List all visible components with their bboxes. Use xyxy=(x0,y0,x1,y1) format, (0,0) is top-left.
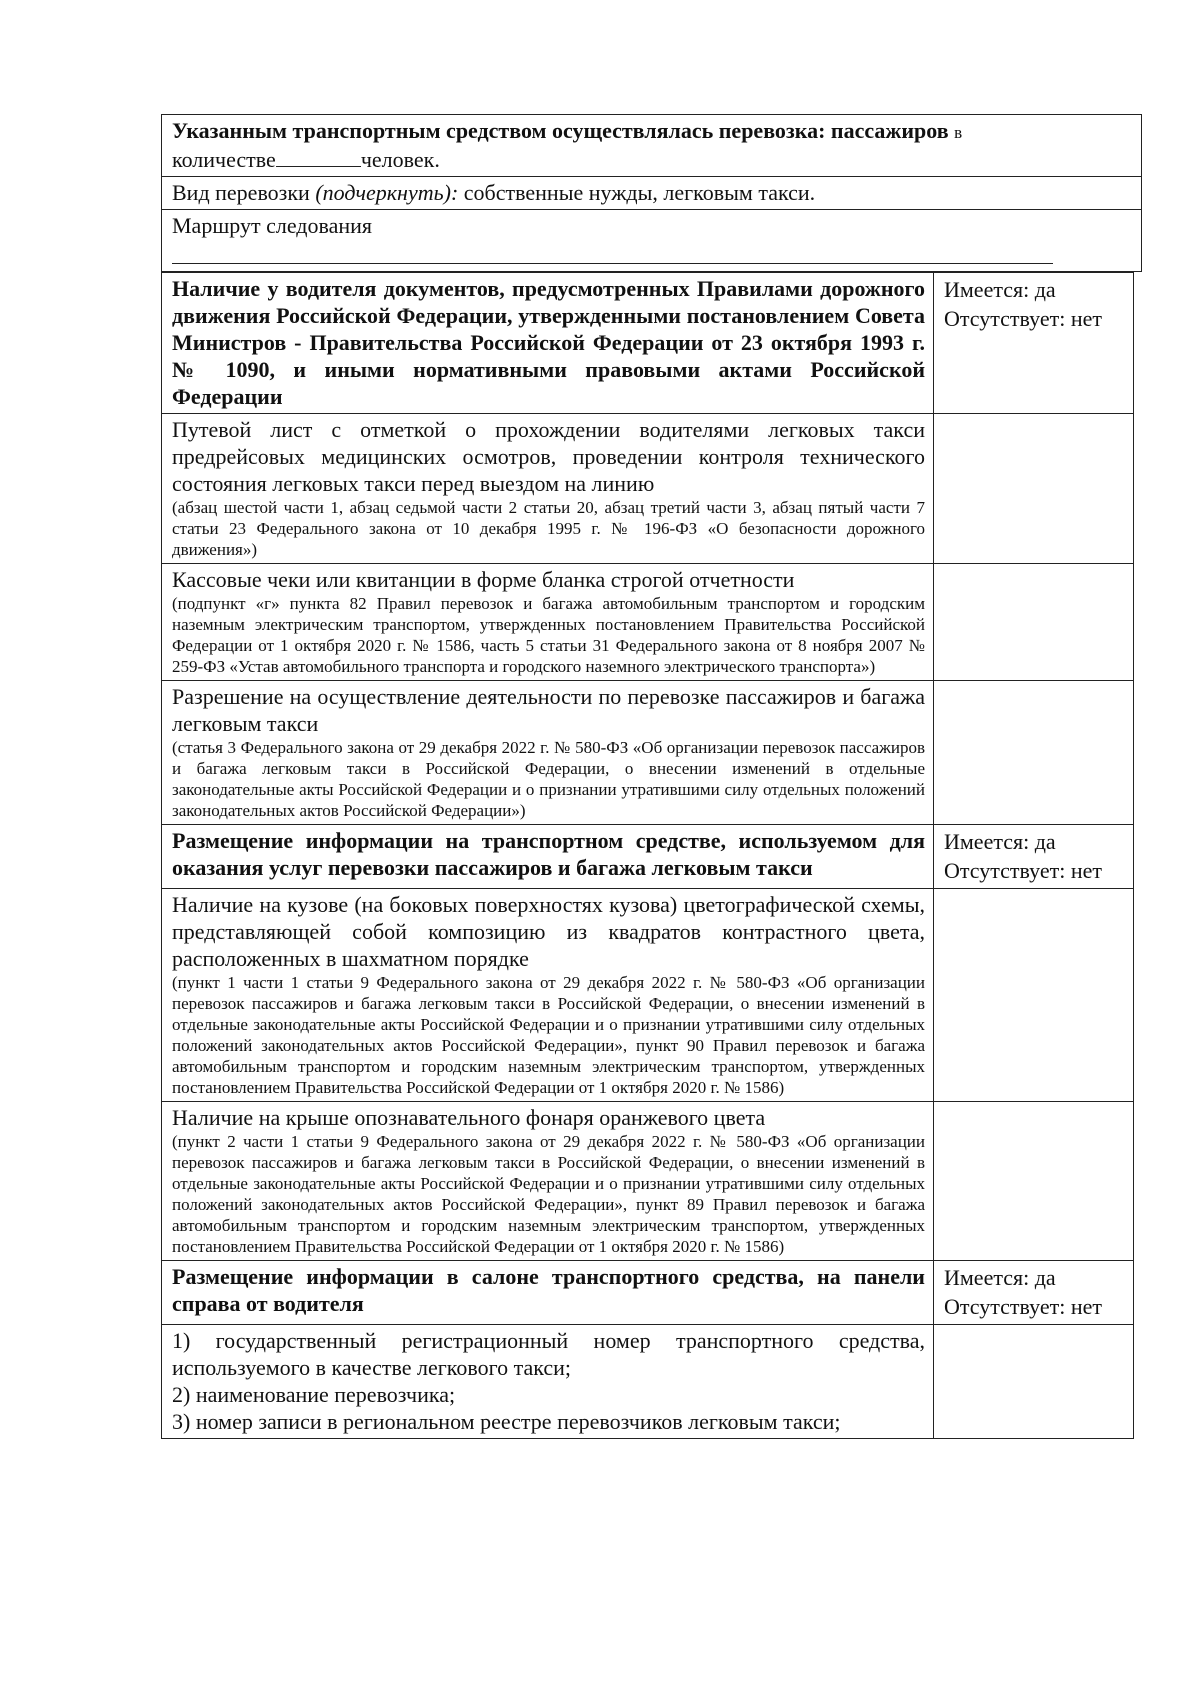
route-blank-line[interactable] xyxy=(172,245,1053,264)
item-reference: (статья 3 Федерального закона от 29 декабря 2022 г. № 580-ФЗ «Об организации перевозок пассажиров и багажа легковым такси в Российской Федерации, о внесении изменений в отдельные законодательные акты Российской Федерации и о признании утратившими силу отдельных положений законодательных актов Российской Федерации») xyxy=(172,738,925,820)
passengers-lead: Указанным транспортным средством осуществлялась перевозка: пассажиров xyxy=(172,118,949,143)
section-heading: Размещение информации на транспортном средстве, используемом для оказания услуг перевозки пассажиров и багажа легковым такси xyxy=(162,825,934,889)
status-no: Отсутствует: нет xyxy=(944,306,1102,331)
checklist-item xyxy=(162,414,934,564)
info-list xyxy=(162,1325,934,1439)
passengers-text xyxy=(172,117,1133,146)
list-item: 2) наименование перевозчика; xyxy=(172,1382,456,1407)
route-row xyxy=(162,210,1142,272)
item-title: Разрешение на осуществление деятельности по перевозке пассажиров и багажа легковым такси xyxy=(172,684,925,736)
answer-cell[interactable] xyxy=(934,564,1134,681)
quantity-label: количестве xyxy=(172,147,276,172)
answer-cell[interactable] xyxy=(934,1325,1134,1439)
passengers-row xyxy=(162,115,1142,177)
status-yes: Имеется: да xyxy=(944,277,1056,302)
checklist-item-row xyxy=(162,564,1134,681)
checklist-table xyxy=(161,272,1134,1439)
section-heading-row xyxy=(162,825,1134,889)
item-title: Наличие на крыше опознавательного фонаря оранжевого цвета xyxy=(172,1105,766,1130)
section-heading: Наличие у водителя документов, предусмотренных Правилами дорожного движения Российской Федерации, утвержденными постановлением Совета Министров - Правительства Российской Федерации от 23 октября 1993 г. № 1090, и иными нормативными правовыми актами Российской Федерации xyxy=(162,273,934,414)
status-yes: Имеется: да xyxy=(944,829,1056,854)
passengers-cell xyxy=(162,115,1142,177)
section-heading-row xyxy=(162,1261,1134,1325)
status-yes: Имеется: да xyxy=(944,1265,1056,1290)
list-item: 3) номер записи в региональном реестре перевозчиков легковым такси; xyxy=(172,1409,841,1434)
section-heading-row xyxy=(162,273,1134,414)
item-title: Кассовые чеки или квитанции в форме бланка строгой отчетности xyxy=(172,567,795,592)
type-hint: (подчеркнуть): xyxy=(315,180,459,205)
item-title: Путевой лист с отметкой о прохождении водителями легковых такси предрейсовых медицинских осмотров, проведении контроля технического состояния легковых такси перед выездом на линию xyxy=(172,417,925,496)
answer-cell[interactable] xyxy=(934,889,1134,1102)
route-cell xyxy=(162,210,1142,272)
status-no: Отсутствует: нет xyxy=(944,858,1102,883)
list-item: 1) государственный регистрационный номер транспортного средства, используемого в качестве легкового такси; xyxy=(172,1328,925,1380)
checklist-item xyxy=(162,681,934,825)
checklist-item xyxy=(162,1102,934,1261)
checklist-item-row xyxy=(162,1102,1134,1261)
quantity-line xyxy=(172,146,1133,173)
item-reference: (абзац шестой части 1, абзац седьмой части 2 статьи 20, абзац третий части 3, абзац пятый части 7 статьи 23 Федерального закона от 10 декабря 1995 г. № 196-ФЗ «О безопасности дорожного движения») xyxy=(172,498,925,559)
answer-cell[interactable] xyxy=(934,414,1134,564)
quantity-suffix: человек. xyxy=(360,147,440,172)
checklist-item-row xyxy=(162,889,1134,1102)
item-reference: (пункт 2 части 1 статьи 9 Федерального закона от 29 декабря 2022 г. № 580-ФЗ «Об организации перевозок пассажиров и багажа легковым такси в Российской Федерации, о внесении изменений в отдельные законодательные акты Российской Федерации и о признании утратившими силу отдельных положений законодательных актов Российской Федерации», пункт 89 Правил перевозок и багажа автомобильным транспортом и городским наземным электрическим транспортом, утвержденных постановлением Правительства Российской Федерации от 1 октября 2020 г. № 1586) xyxy=(172,1132,925,1256)
checklist-item-row xyxy=(162,681,1134,825)
checklist-item xyxy=(162,889,934,1102)
status-no: Отсутствует: нет xyxy=(944,1294,1102,1319)
type-label: Вид перевозки xyxy=(172,180,310,205)
quantity-blank[interactable] xyxy=(276,146,361,167)
status-cell xyxy=(934,273,1134,414)
status-cell xyxy=(934,825,1134,889)
route-label: Маршрут следования xyxy=(172,213,373,238)
checklist-item-row xyxy=(162,414,1134,564)
answer-cell[interactable] xyxy=(934,681,1134,825)
item-title: Наличие на кузове (на боковых поверхностях кузова) цветографической схемы, представляющей собой композицию из квадратов контрастного цвета, расположенных в шахматном порядке xyxy=(172,892,925,971)
transport-type-row xyxy=(162,177,1142,210)
answer-cell[interactable] xyxy=(934,1102,1134,1261)
type-options: собственные нужды, легковым такси. xyxy=(463,180,816,205)
checklist-item xyxy=(162,564,934,681)
trip-info-table xyxy=(161,114,1142,272)
section-heading: Размещение информации в салоне транспортного средства, на панели справа от водителя xyxy=(162,1261,934,1325)
status-cell xyxy=(934,1261,1134,1325)
transport-type-cell xyxy=(162,177,1142,210)
item-reference: (подпункт «г» пункта 82 Правил перевозок и багажа автомобильным транспортом и городским наземным электрическим транспортом, утвержденных постановлением Правительства Российской Федерации от 1 октября 2020 г. № 1586, часть 5 статьи 31 Федерального закона от 8 ноября 2007 № 259-ФЗ «Устав автомобильного транспорта и городского наземного электрического транспорта») xyxy=(172,594,925,676)
checklist-item-row xyxy=(162,1325,1134,1439)
item-reference: (пункт 1 части 1 статьи 9 Федерального закона от 29 декабря 2022 г. № 580-ФЗ «Об организации перевозок пассажиров и багажа легковым такси в Российской Федерации, о внесении изменений в отдельные законодательные акты Российской Федерации и о признании утратившими силу отдельных положений законодательных актов Российской Федерации», пункт 90 Правил перевозок и багажа автомобильным транспортом и городским наземным электрическим транспортом, утвержденных постановлением Правительства Российской Федерации от 1 октября 2020 г. № 1586) xyxy=(172,973,925,1097)
passengers-in: в xyxy=(954,123,963,142)
